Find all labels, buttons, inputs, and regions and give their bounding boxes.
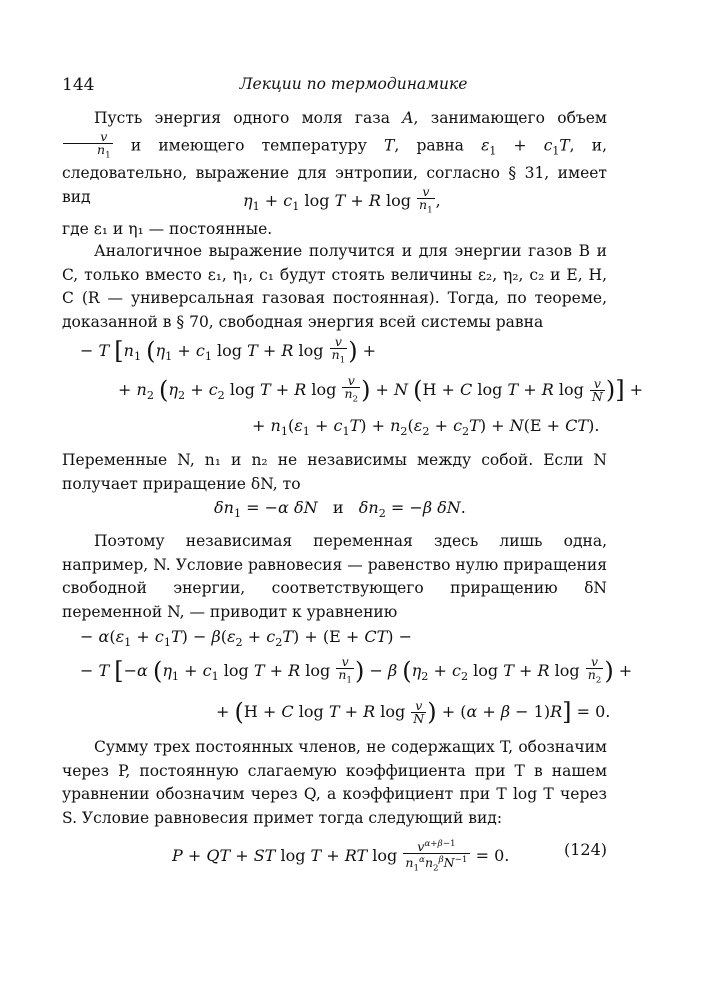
page-number: 144 [62, 75, 95, 95]
equation-equilibrium-line-1: − $\alpha(\varepsilon_1 + c_1T) - \beta(\varepsilon_2 + c_2T) + (E + CT)$ − [80, 627, 412, 650]
paragraph-4: Переменные N, n₁ и n₂ не независимы между собой. Если N получает приращение δN, то [62, 451, 607, 493]
running-title: Лекции по термодинамике [239, 75, 468, 93]
equation-number: (124) [563, 840, 607, 859]
equation-equilibrium-line-3: + (H + C log T + R log $\frac{v}{N}$ ) + (α + β − 1)R] = 0. [216, 698, 611, 726]
paragraph-2: где ε₁ и η₁ — постоянные. [62, 220, 273, 238]
equation-entropy: $\eta_1 + c_1$ log T + R log $\frac{v}{n_1}$ , [243, 184, 441, 216]
equation-124: P + QT + ST log T + RT log $\frac{v^{\alpha+\beta-1}}{n_1^\alpha n_2^\beta N^{-1}}$ = 0. [172, 839, 510, 874]
equation-equilibrium-line-2: − T [−α ($\eta_1 + c_1$ log T + R log $\frac{v}{n_1}$ ) − β ($\eta_2 + c_2$ log T + R log $\frac{v}{n_2}$ ) + [80, 654, 633, 686]
equation-free-energy-line-1: − T [$n_1$ ($\eta_1 + c_1$ log T + R log $\frac{v}{n_1}$ ) + [80, 334, 377, 366]
equation-free-energy-line-3: + $n_1(\varepsilon_1 + c_1T) + n_2(\varepsilon_2 + c_2T) + N(E + CT)$. [252, 416, 600, 439]
paragraph-1: Пусть энергия одного моля газа A, занимающего объем $\frac{v}{n_1}$ и имеющего температуру T, равна $\varepsilon_1 + c_1T$, и, следовательно, выражение для энтропии, согласно § 31, имеет вид [62, 109, 607, 206]
paragraph-5: Поэтому независимая переменная здесь лишь одна, например, N. Условие равновесия — равенство нулю приращения свободной энергии, соответствующего приращению δN переменной N, — приводит к уравнению [62, 532, 607, 621]
paragraph-6: Сумму трех постоянных членов, не содержащих T, обозначим через P, постоянную слагаемую коэффициента при T в нашем уравнении обозначим через Q, а коэффициент при T log T через S. Условие равновесия примет тогда следующий вид: [62, 738, 607, 827]
equation-delta: $\delta n_1 = -\alpha$ δN и $\delta n_2 = -\beta$ δN. [214, 498, 466, 521]
paragraph-3: Аналогичное выражение получится и для энергии газов B и C, только вместо ε₁, η₁, c₁ будут стоять величины ε₂, η₂, c₂ и E, H, C (R — универсальная газовая постоянная). Тогда, по теореме, доказанной в § 70, свободная энергия всей системы равна [62, 242, 607, 331]
equation-free-energy-line-2: + $n_2$ ($\eta_2 + c_2$ log T + R log $\frac{v}{n_2}$ ) + N (H + C log T + R log $\frac{v}{N}$ )] + [118, 373, 644, 405]
